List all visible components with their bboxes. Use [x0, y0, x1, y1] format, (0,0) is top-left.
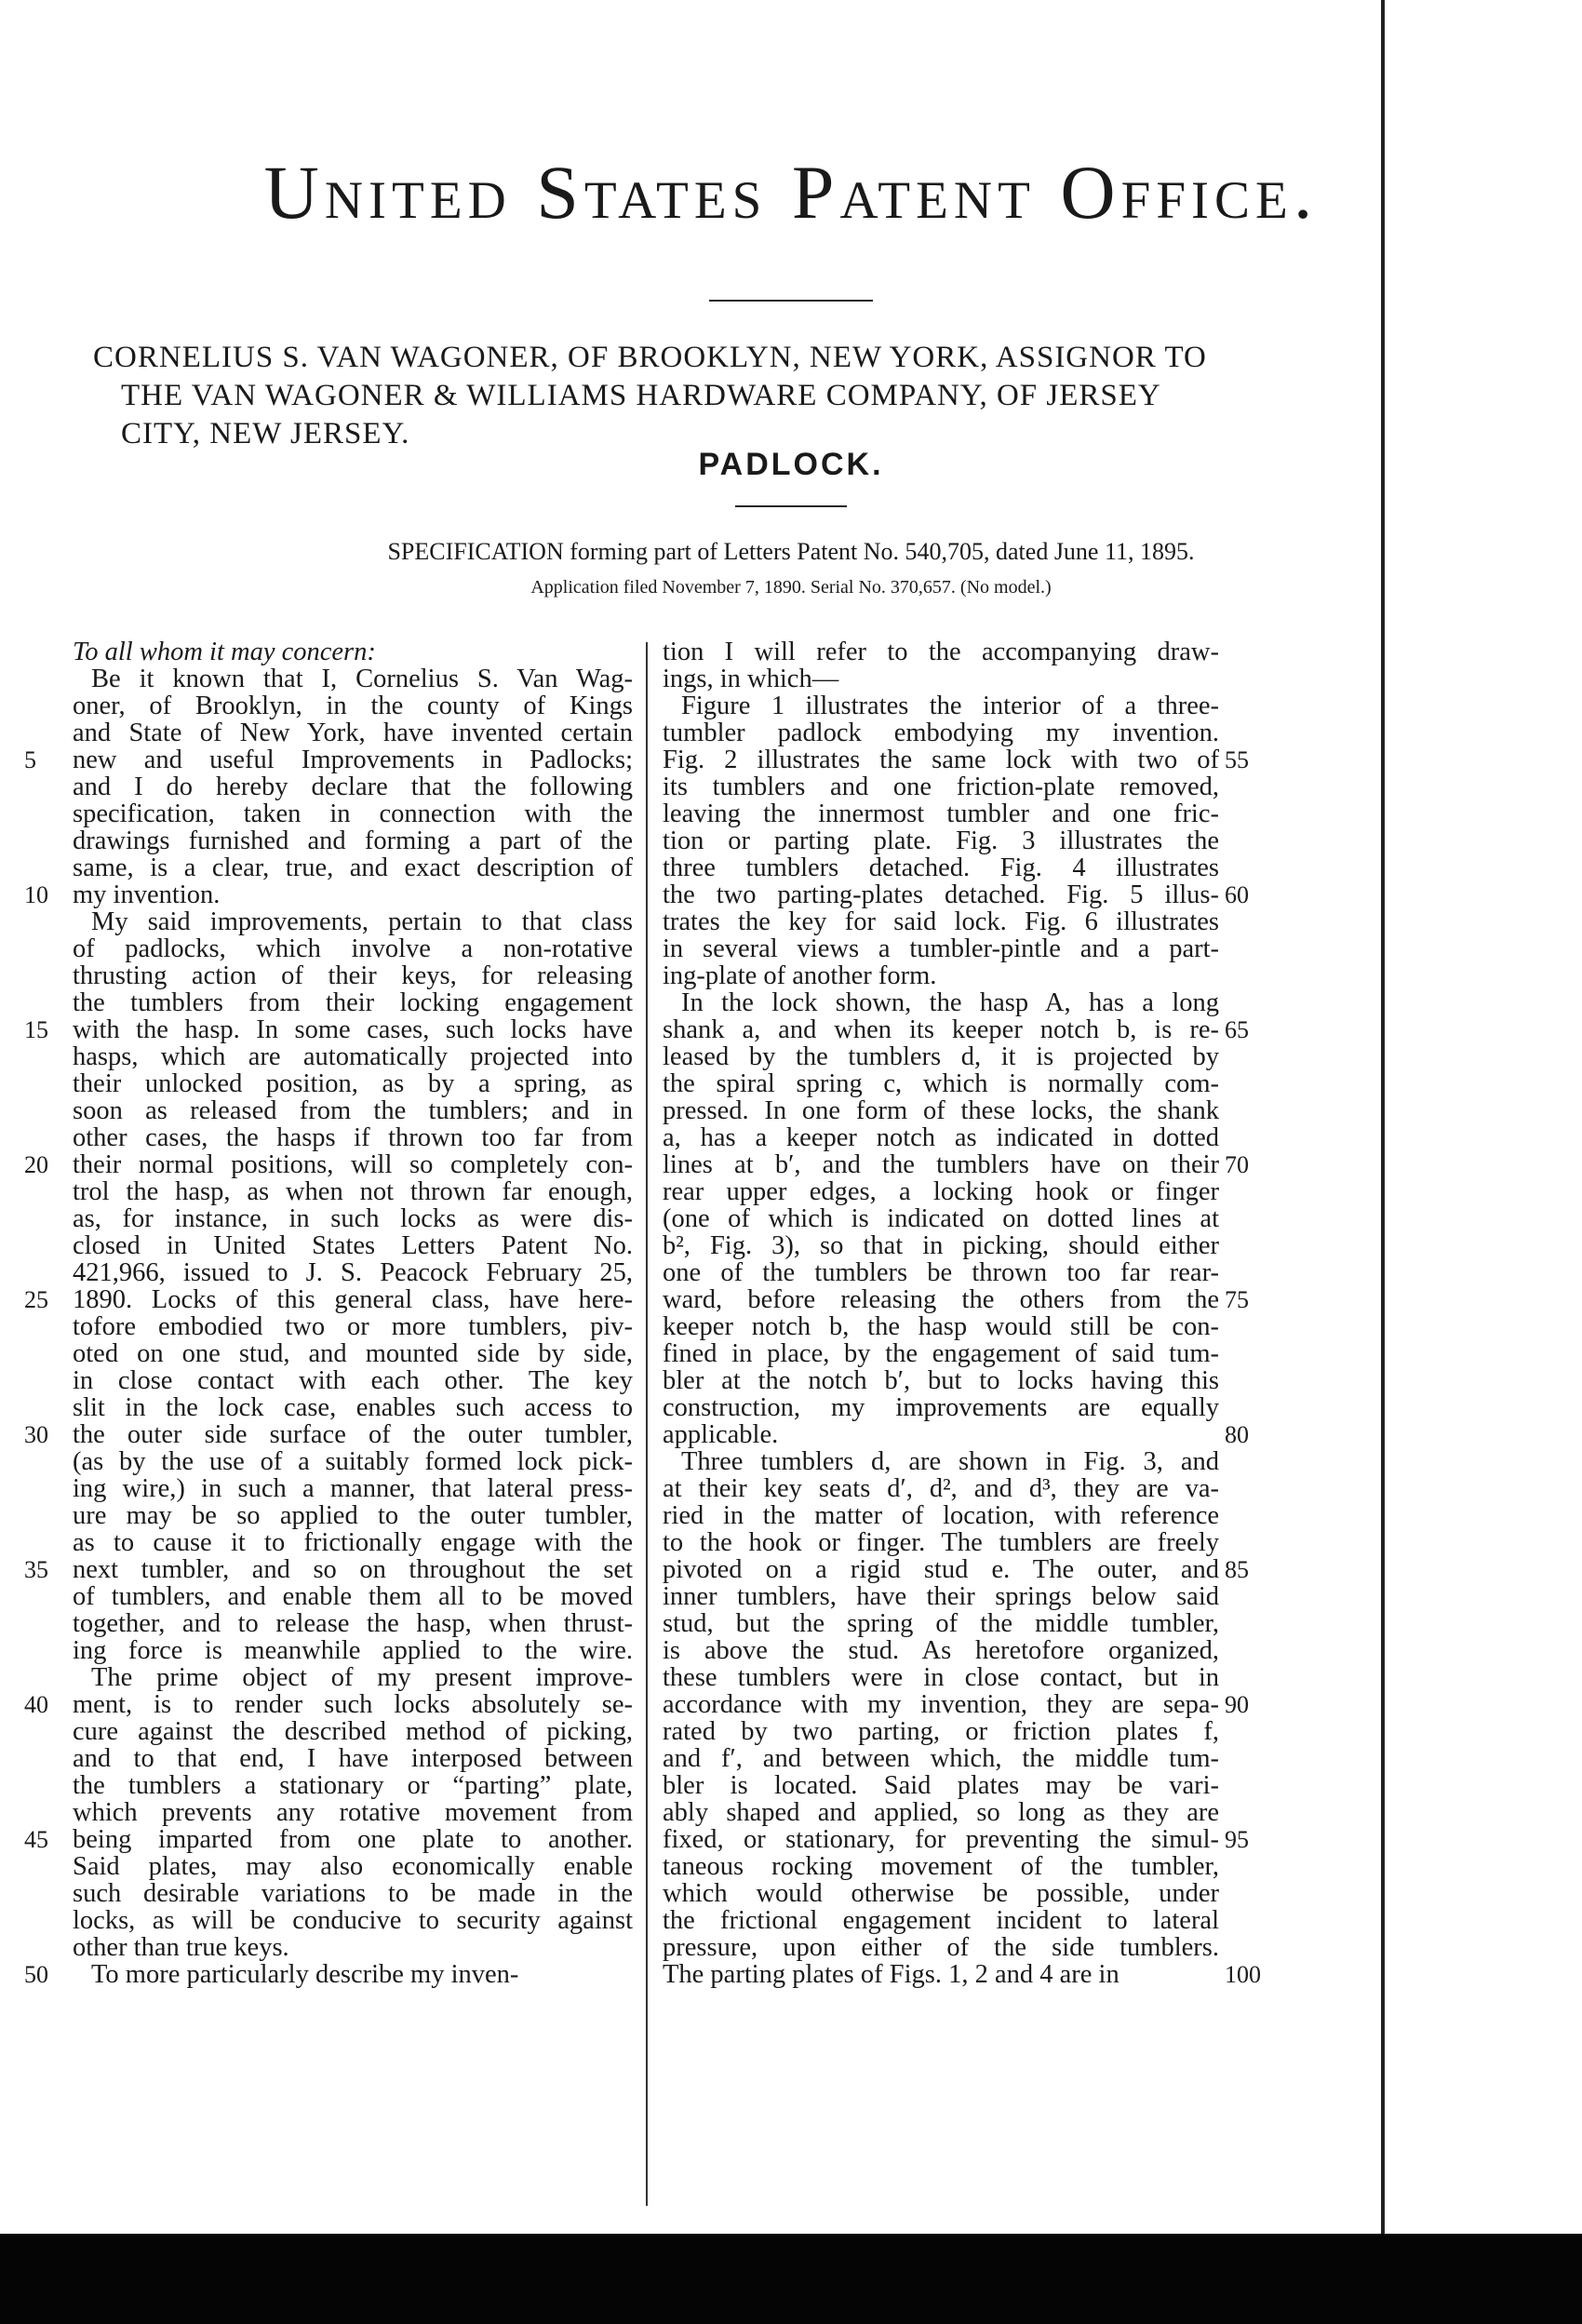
text-line: Figure 1 illustrates the interior of a three-	[681, 692, 1219, 720]
text-line: pressure, upon either of the side tumblers.	[663, 1933, 1219, 1962]
page-edge	[1381, 0, 1385, 2234]
text-line: ings, in which—	[663, 665, 839, 693]
line-number: 75	[1225, 1286, 1249, 1313]
text-line: b², Fig. 3), so that in picking, should either	[663, 1231, 1219, 1260]
text-line: its tumblers and one friction-plate removed,	[663, 772, 1219, 801]
text-line: the tumblers a stationary or “parting” plate,	[73, 1771, 633, 1800]
text-line: same, is a clear, true, and exact description of	[73, 853, 633, 882]
text-line: oner, of Brooklyn, in the county of Kings	[73, 692, 633, 720]
text-line: Fig. 2 illustrates the same lock with two of	[663, 746, 1219, 774]
text-line: next tumbler, and so on throughout the set	[73, 1555, 633, 1584]
text-line: Said plates, may also economically enable	[73, 1852, 633, 1881]
left-column	[73, 638, 633, 1988]
text-line: 1890. Locks of this general class, have here-	[73, 1285, 633, 1314]
text-line: My said improvements, pertain to that class	[91, 907, 633, 936]
line-number: 45	[24, 1826, 48, 1853]
text-line: To more particularly describe my inven-	[91, 1960, 519, 1989]
text-line: new and useful Improvements in Padlocks;	[73, 746, 633, 774]
text-line: ment, is to render such locks absolutely se-	[73, 1690, 633, 1719]
text-line: in several views a tumbler-pintle and a part-	[663, 934, 1219, 963]
text-line: which would otherwise be possible, under	[663, 1879, 1219, 1908]
invention-title: PADLOCK.	[698, 447, 884, 482]
text-line: bler is located. Said plates may be vari-	[663, 1771, 1219, 1800]
text-line: 421,966, issued to J. S. Peacock February 25,	[73, 1258, 633, 1287]
text-line: pressed. In one form of these locks, the shank	[663, 1096, 1219, 1125]
text-line: oted on one stud, and mounted side by side,	[73, 1339, 633, 1368]
text-line: specification, taken in connection with the	[73, 799, 633, 828]
text-line: closed in United States Letters Patent No.	[73, 1231, 633, 1260]
text-line: rear upper edges, a locking hook or finger	[663, 1177, 1219, 1206]
text-line: three tumblers detached. Fig. 4 illustrates	[663, 853, 1219, 882]
text-line: other than true keys.	[73, 1933, 289, 1962]
text-line: and f′, and between which, the middle tum-	[663, 1744, 1219, 1773]
assignment-line: CORNELIUS S. VAN WAGONER, OF BROOKLYN, NEW YORK, ASSIGNOR TO	[93, 341, 1207, 374]
text-line: the outer side surface of the outer tumbler,	[73, 1420, 633, 1449]
text-line: the spiral spring c, which is normally com-	[663, 1069, 1219, 1098]
line-number: 25	[24, 1286, 48, 1313]
office-title: United States Patent Office.	[263, 150, 1319, 235]
text-line: one of the tumblers be thrown too far rear-	[663, 1258, 1219, 1287]
application-line: Application filed November 7, 1890. Serial No. 370,657. (No model.)	[530, 577, 1052, 598]
right-column	[663, 638, 1219, 1988]
line-number: 100	[1225, 1961, 1261, 1988]
text-line: the tumblers from their locking engagement	[73, 988, 633, 1017]
text-line: construction, my improvements are equally	[663, 1393, 1219, 1422]
text-line: with the hasp. In some cases, such locks have	[73, 1015, 633, 1044]
text-line: the two parting-plates detached. Fig. 5 illus-	[663, 880, 1219, 909]
text-line: and State of New York, have invented certain	[73, 719, 633, 747]
text-line: ried in the matter of location, with reference	[663, 1501, 1219, 1530]
text-line: Three tumblers d, are shown in Fig. 3, and	[681, 1447, 1219, 1476]
text-line: The prime object of my present improve-	[91, 1663, 633, 1692]
text-line: trol the hasp, as when not thrown far enough,	[73, 1177, 633, 1206]
text-line: Be it known that I, Cornelius S. Van Wag-	[91, 665, 633, 693]
text-line: tion I will refer to the accompanying draw-	[663, 638, 1219, 666]
line-number: 50	[24, 1961, 48, 1988]
text-line: lines at b′, and the tumblers have on their	[663, 1150, 1219, 1179]
text-line: together, and to release the hasp, when thrust-	[73, 1609, 633, 1638]
invention-rule	[735, 505, 847, 507]
text-line: leased by the tumblers d, it is projected by	[663, 1042, 1219, 1071]
text-line: ward, before releasing the others from the	[663, 1285, 1219, 1314]
text-line: The parting plates of Figs. 1, 2 and 4 are in	[663, 1960, 1119, 1989]
text-line: keeper notch b, the hasp would still be con-	[663, 1312, 1219, 1341]
text-line: as to cause it to frictionally engage with the	[73, 1528, 633, 1557]
text-line: these tumblers were in close contact, but in	[663, 1663, 1219, 1692]
text-line: thrusting action of their keys, for releasing	[73, 961, 633, 990]
text-line: ure may be so applied to the outer tumbler,	[73, 1501, 633, 1530]
text-line: their unlocked position, as by a spring, as	[73, 1069, 633, 1098]
line-number: 85	[1225, 1556, 1249, 1583]
line-number: 90	[1225, 1691, 1249, 1718]
text-line: leaving the innermost tumbler and one fric-	[663, 799, 1219, 828]
text-line: such desirable variations to be made in the	[73, 1879, 633, 1908]
line-number: 70	[1225, 1151, 1249, 1178]
text-line: pivoted on a rigid stud e. The outer, and	[663, 1555, 1219, 1584]
text-line: (as by the use of a suitably formed lock pick-	[73, 1447, 633, 1476]
text-line: tofore embodied two or more tumblers, piv-	[73, 1312, 633, 1341]
line-number: 10	[24, 881, 48, 908]
specification-line: SPECIFICATION forming part of Letters Patent No. 540,705, dated June 11, 1895.	[387, 538, 1195, 565]
text-line: trates the key for said lock. Fig. 6 illustrates	[663, 907, 1219, 936]
text-line: to the hook or finger. The tumblers are freely	[663, 1528, 1219, 1557]
assignment-line: CITY, NEW JERSEY.	[121, 417, 410, 450]
line-number: 35	[24, 1556, 48, 1583]
line-number: 5	[24, 746, 36, 773]
text-line: and to that end, I have interposed between	[73, 1744, 633, 1773]
line-number: 40	[24, 1691, 48, 1718]
text-line: locks, as will be conducive to security against	[73, 1906, 633, 1935]
column-divider	[646, 642, 648, 2206]
assignment-block	[93, 339, 1228, 453]
line-number: 60	[1225, 881, 1249, 908]
text-line: inner tumblers, have their springs below said	[663, 1582, 1219, 1611]
salutation: To all whom it may concern:	[73, 638, 376, 666]
text-line: ing force is meanwhile applied to the wire.	[73, 1636, 633, 1665]
text-line: in close contact with each other. The key	[73, 1366, 633, 1395]
line-number: 30	[24, 1421, 48, 1448]
text-line: and I do hereby declare that the following	[73, 772, 633, 801]
text-line: of padlocks, which involve a non-rotative	[73, 934, 633, 963]
assignment-line: THE VAN WAGONER & WILLIAMS HARDWARE COMPANY, OF JERSEY	[121, 379, 1161, 412]
text-line: which prevents any rotative movement from	[73, 1798, 633, 1827]
line-number: 55	[1225, 746, 1249, 773]
line-number: 80	[1225, 1421, 1249, 1448]
text-line: applicable.	[663, 1420, 779, 1449]
text-line: ably shaped and applied, so long as they are	[663, 1798, 1219, 1827]
text-line: ing-plate of another form.	[663, 961, 937, 990]
text-line: In the lock shown, the hasp A, has a long	[681, 988, 1219, 1017]
text-line: a, has a keeper notch as indicated in dotted	[663, 1123, 1219, 1152]
text-line: stud, but the spring of the middle tumbler,	[663, 1609, 1219, 1638]
title-rule	[709, 300, 873, 302]
text-line: rated by two parting, or friction plates f,	[663, 1717, 1219, 1746]
text-line: other cases, the hasps if thrown too far from	[73, 1123, 633, 1152]
text-line: drawings furnished and forming a part of the	[73, 826, 633, 855]
text-line: as, for instance, in such locks as were dis-	[73, 1204, 633, 1233]
text-line: tion or parting plate. Fig. 3 illustrates the	[663, 826, 1219, 855]
text-line: their normal positions, will so completely con-	[73, 1150, 633, 1179]
text-line: slit in the lock case, enables such access to	[73, 1393, 633, 1422]
text-line: hasps, which are automatically projected into	[73, 1042, 633, 1071]
text-line: tumbler padlock embodying my invention.	[663, 719, 1219, 747]
text-line: (one of which is indicated on dotted lines at	[663, 1204, 1219, 1233]
text-line: fined in place, by the engagement of said tum-	[663, 1339, 1219, 1368]
text-line: at their key seats d′, d², and d³, they are va-	[663, 1474, 1219, 1503]
text-line: ing wire,) in such a manner, that lateral press-	[73, 1474, 633, 1503]
line-number: 20	[24, 1151, 48, 1178]
scan-bottom-band	[0, 2234, 1582, 2324]
text-line: taneous rocking movement of the tumbler,	[663, 1852, 1219, 1881]
text-line: the frictional engagement incident to lateral	[663, 1906, 1219, 1935]
text-line: bler at the notch b′, but to locks having this	[663, 1366, 1219, 1395]
text-line: being imparted from one plate to another.	[73, 1825, 633, 1854]
line-number: 95	[1225, 1826, 1249, 1853]
text-line: fixed, or stationary, for preventing the simul-	[663, 1825, 1219, 1854]
text-line: of tumblers, and enable them all to be moved	[73, 1582, 633, 1611]
text-line: my invention.	[73, 880, 221, 909]
text-line: accordance with my invention, they are sepa-	[663, 1690, 1219, 1719]
line-number: 65	[1225, 1016, 1249, 1043]
text-line: cure against the described method of picking,	[73, 1717, 633, 1746]
line-number: 15	[24, 1016, 48, 1043]
text-line: shank a, and when its keeper notch b, is re-	[663, 1015, 1219, 1044]
text-line: is above the stud. As heretofore organized,	[663, 1636, 1219, 1665]
text-line: soon as released from the tumblers; and in	[73, 1096, 633, 1125]
